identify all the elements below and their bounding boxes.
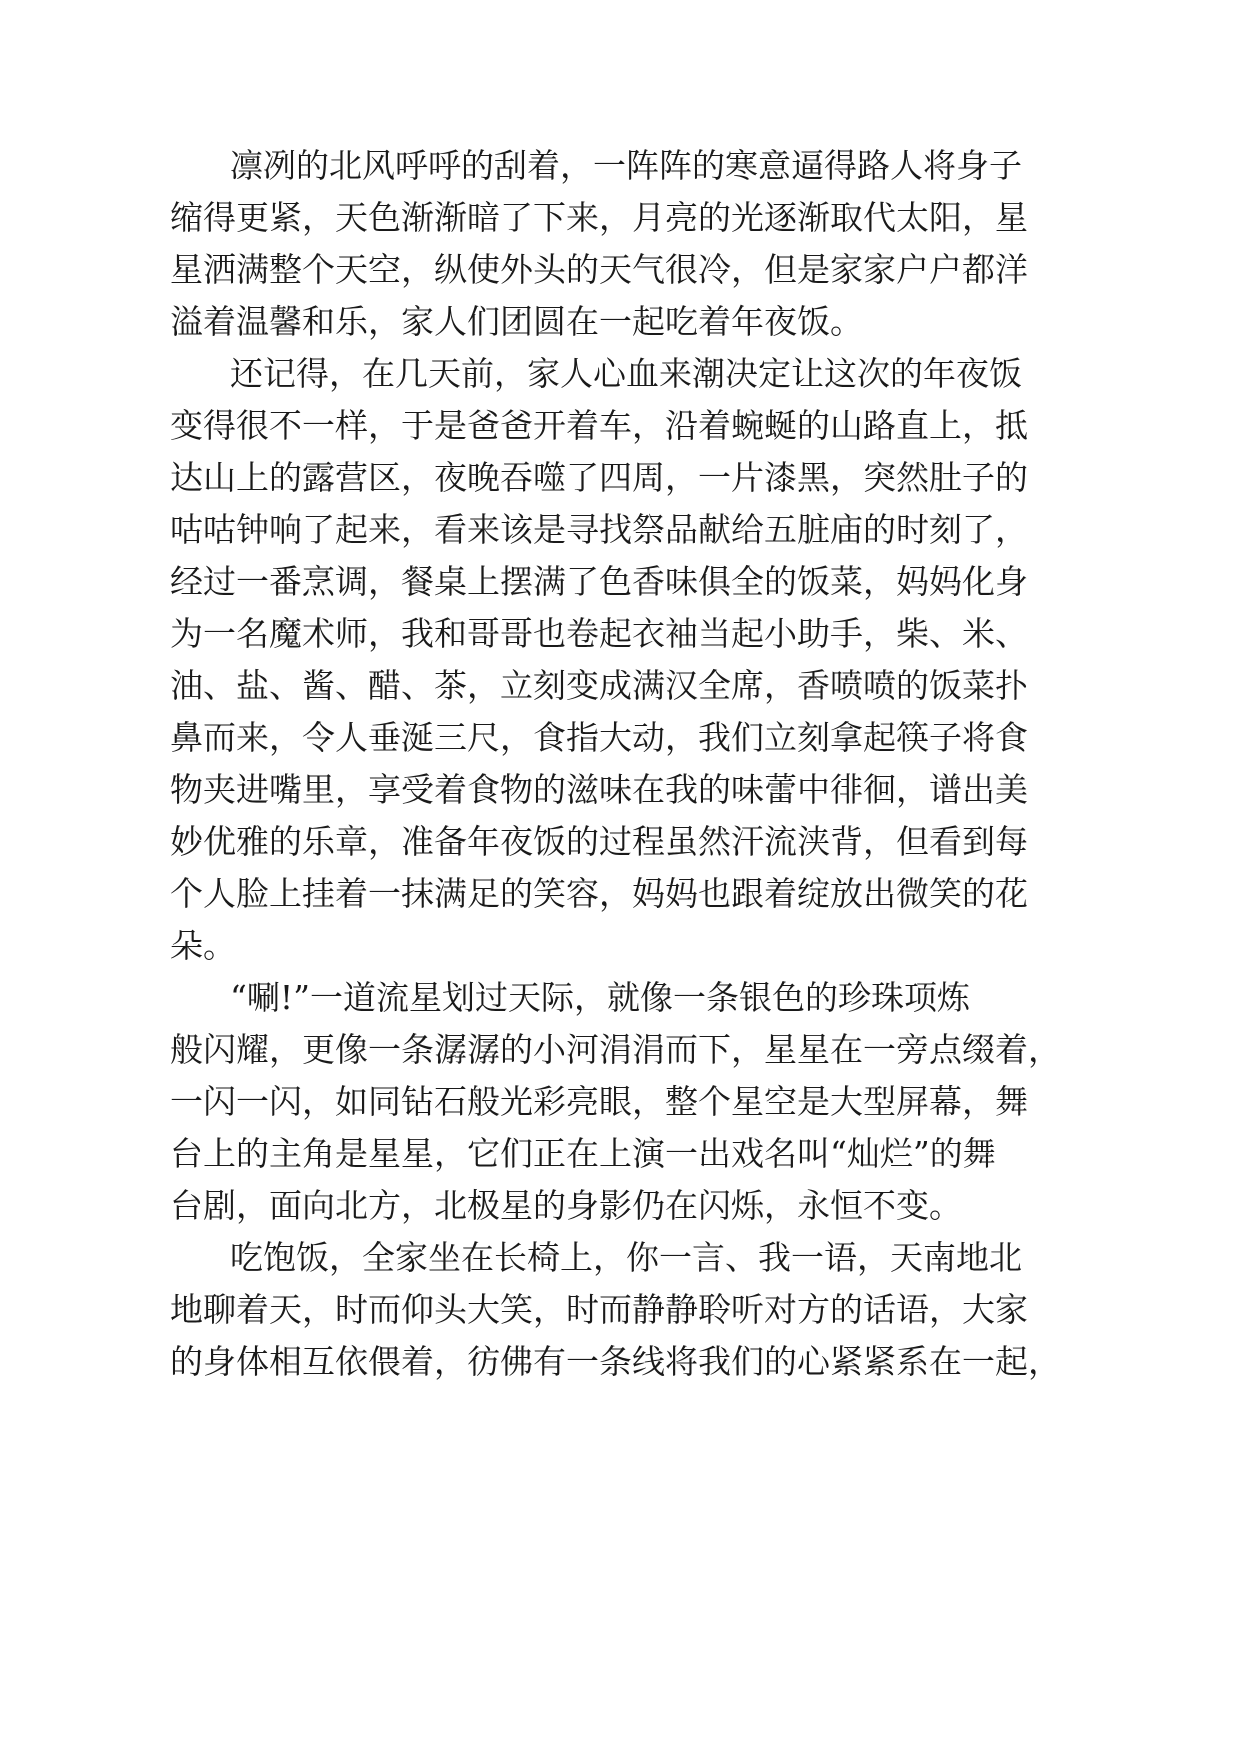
text-line-2: 缩得更紧，天色渐渐暗了下来，月亮的光逐渐取代太阳，星 — [170, 198, 1028, 237]
text-line-13: 物夹进嘴里，享受着食物的滋味在我的味蕾中徘徊，谱出美 — [170, 770, 1028, 809]
text-line-14: 妙优雅的乐章，准备年夜饭的过程虽然汗流浃背，但看到每 — [170, 822, 1028, 861]
text-line-4: 溢着温馨和乐，家人们团圆在一起吃着年夜饭。 — [170, 302, 863, 341]
text-line-22: 吃饱饭，全家坐在长椅上，你一言、我一语，天南地北 — [230, 1238, 1022, 1277]
text-line-21: 台剧，面向北方，北极星的身影仍在闪烁，永恒不变。 — [170, 1186, 962, 1225]
text-line-8: 咕咕钟响了起来，看来该是寻找祭品献给五脏庙的时刻了， — [170, 510, 1028, 549]
text-line-20: 台上的主角是星星，它们正在上演一出戏名叫“灿烂”的舞 — [170, 1134, 996, 1173]
text-line-15: 个人脸上挂着一抹满足的笑容，妈妈也跟着绽放出微笑的花 — [170, 874, 1028, 913]
text-line-18: 般闪耀，更像一条潺潺的小河涓涓而下，星星在一旁点缀着， — [170, 1030, 1061, 1069]
text-line-16: 朵。 — [170, 926, 236, 965]
text-line-5: 还记得，在几天前，家人心血来潮决定让这次的年夜饭 — [230, 354, 1022, 393]
text-line-17: “唰!”一道流星划过天际，就像一条银色的珍珠项炼 — [230, 978, 971, 1017]
text-line-19: 一闪一闪，如同钻石般光彩亮眼，整个星空是大型屏幕，舞 — [170, 1082, 1028, 1121]
text-line-7: 达山上的露营区，夜晚吞噬了四周，一片漆黑，突然肚子的 — [170, 458, 1028, 497]
text-line-11: 油、盐、酱、醋、茶，立刻变成满汉全席，香喷喷的饭菜扑 — [170, 666, 1028, 705]
text-line-12: 鼻而来，令人垂涎三尺，食指大动，我们立刻拿起筷子将食 — [170, 718, 1028, 757]
text-line-3: 星洒满整个天空，纵使外头的天气很冷，但是家家户户都洋 — [170, 250, 1028, 289]
text-line-24: 的身体相互依偎着，彷佛有一条线将我们的心紧紧系在一起， — [170, 1342, 1061, 1381]
text-line-10: 为一名魔术师，我和哥哥也卷起衣袖当起小助手，柴、米、 — [170, 614, 1028, 653]
text-line-6: 变得很不一样，于是爸爸开着车，沿着蜿蜒的山路直上，抵 — [170, 406, 1028, 445]
text-line-9: 经过一番烹调，餐桌上摆满了色香味俱全的饭菜，妈妈化身 — [170, 562, 1028, 601]
text-line-23: 地聊着天，时而仰头大笑，时而静静聆听对方的话语，大家 — [170, 1290, 1028, 1329]
text-line-1: 凛冽的北风呼呼的刮着，一阵阵的寒意逼得路人将身子 — [230, 146, 1022, 185]
